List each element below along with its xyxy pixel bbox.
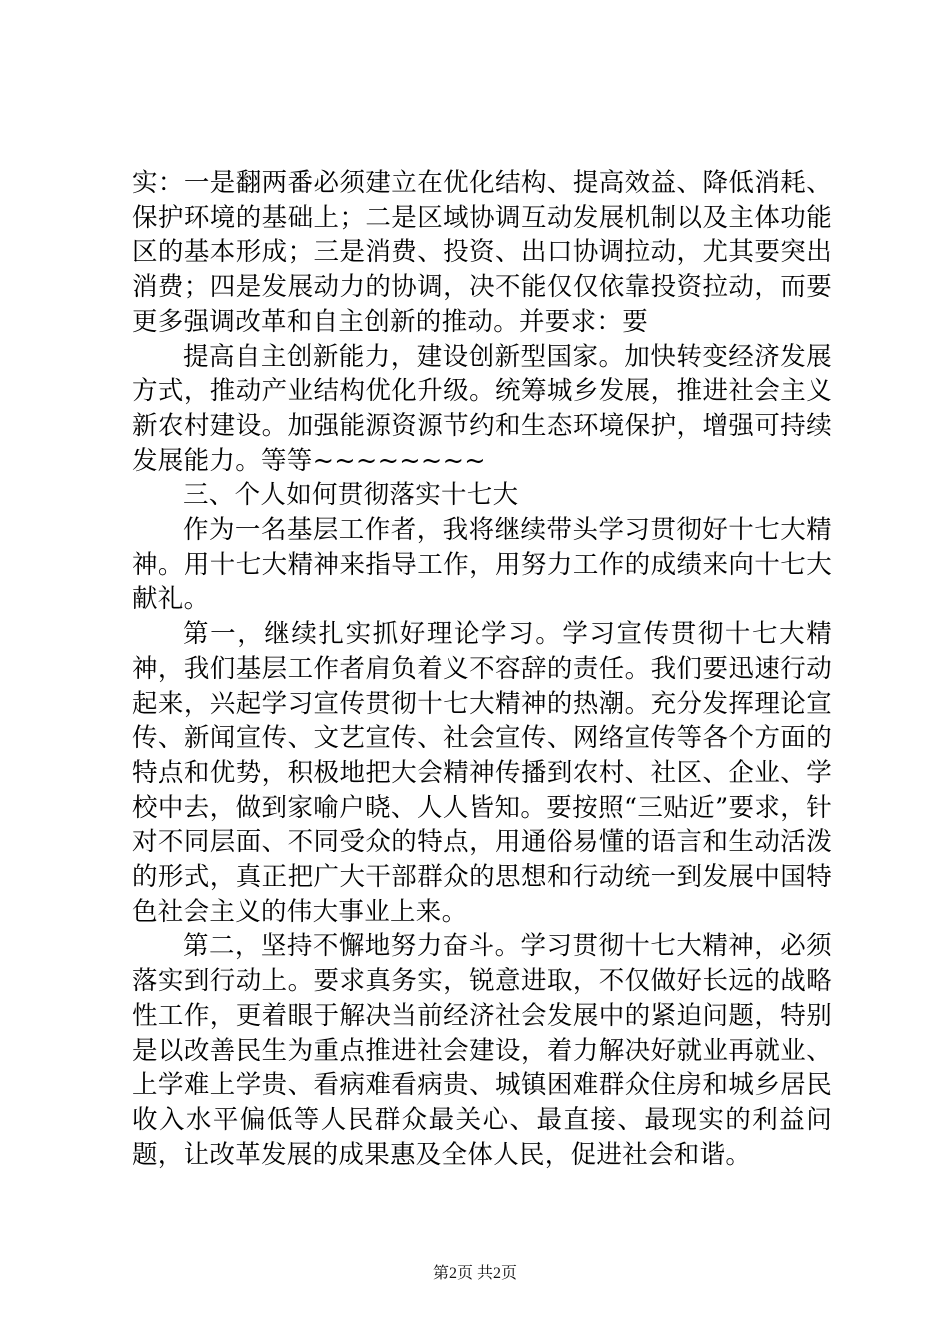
- paragraph-innovation: 提高自主创新能力，建设创新型国家。加快转变经济发展方式，推动产业结构优化升级。统筹城乡发展，推进社会主义新农村建设。加强能源资源节约和生态环境保护，增强可持续发展能力。等等~~~~~~~~: [132, 341, 832, 476]
- section-heading: 三、个人如何贯彻落实十七大: [183, 480, 519, 511]
- paragraph-first: 第一，继续扎实抓好理论学习。学习宣传贯彻十七大精神，我们基层工作者肩负着义不容辞的责任。我们要迅速行动起来，兴起学习宣传贯彻十七大精神的热潮。充分发挥理论宣传、新闻宣传、文艺宣传、社会宣传、网络宣传等各个方面的特点和优势，积极地把大会精神传播到农村、社区、企业、学校中去，做到家喻户晓、人人皆知。要按照“三贴近”要求，针对不同层面、不同受众的特点，用通俗易懂的语言和生动活泼的形式，真正把广大干部群众的思想和行动统一到发展中国特色社会主义的伟大事业上来。: [132, 619, 832, 927]
- page-number-label: 第2页 共2页: [432, 1265, 517, 1282]
- paragraph-second: 第二，坚持不懈地努力奋斗。学习贯彻十七大精神，必须落实到行动上。要求真务实，锐意进取，不仅做好长远的战略性工作，更着眼于解决当前经济社会发展中的紧迫问题，特别是以改善民生为重点推进社会建设，着力解决好就业再就业、上学难上学贵、看病难看病贵、城镇困难群众住房和城乡居民收入水平偏低等人民群众最关心、最直接、最现实的利益问题，让改革发展的成果惠及全体人民，促进社会和谐。: [132, 931, 832, 1170]
- page-footer: [0, 1264, 950, 1284]
- paragraph-intro: 作为一名基层工作者，我将继续带头学习贯彻好十七大精神。用十七大精神来指导工作，用努力工作的成绩来向十七大献礼。: [132, 515, 832, 615]
- document-body: [132, 166, 832, 1172]
- paragraph-continuation: 实：一是翻两番必须建立在优化结构、提高效益、降低消耗、保护环境的基础上；二是区域协调互动发展机制以及主体功能区的基本形成；三是消费、投资、出口协调拉动，尤其要突出消费；四是发展动力的协调，决不能仅仅依靠投资拉动，而要更多强调改革和自主创新的推动。并要求：要: [132, 168, 832, 337]
